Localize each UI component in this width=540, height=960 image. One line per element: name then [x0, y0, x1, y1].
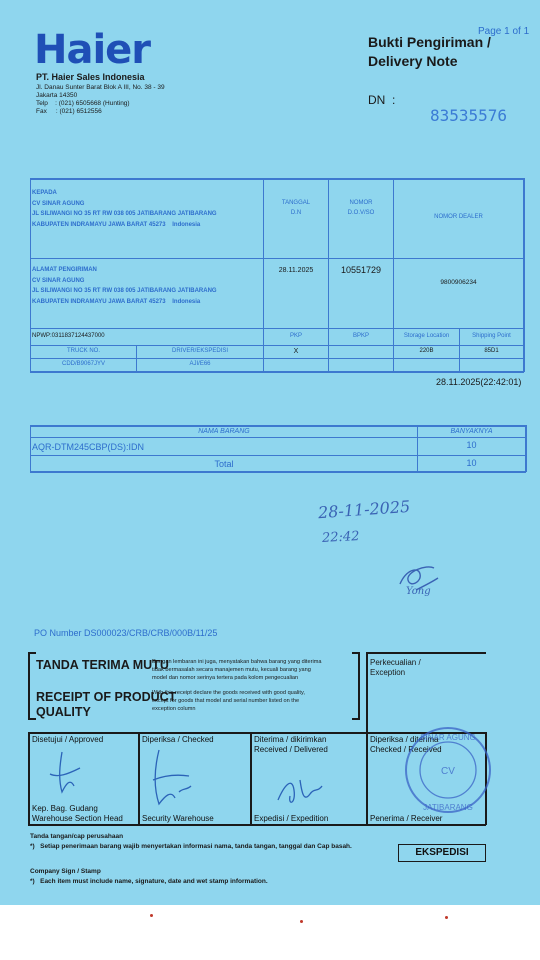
receipt-title-en-1: RECEIPT OF PRODUCT [36, 690, 177, 704]
bpkp-label: BPKP [352, 333, 369, 339]
storage-label: Storage Location [403, 333, 450, 339]
speck [445, 916, 448, 919]
sign-approved-label: Disetujui / Approved [32, 735, 104, 744]
address-line-1: Jl. Danau Sunter Barat Blok A III, No. 38 - 39 [36, 84, 165, 91]
address-line-2: Jakarta 14350 [36, 92, 78, 99]
col-nama-barang: NAMA BARANG [198, 428, 250, 435]
dn-label: DN : [368, 93, 396, 107]
item-name: AQR-DTM245CBP(DS):IDN [32, 442, 145, 452]
haier-logo: Haier [34, 27, 151, 73]
pkp-value: X [293, 348, 299, 355]
pkp-label: PKP [289, 333, 302, 339]
po-number: PO Number DS000023/CRB/CRB/000B/11/25 [34, 628, 218, 638]
delivered-signature [270, 770, 330, 810]
company-stamp [400, 722, 496, 818]
doc-title-en: Delivery Note [368, 53, 458, 69]
total-value: 10 [466, 458, 477, 468]
alamat-addr2: KABUPATEN INDRAMAYU JAWA BARAT 45273 Indonesia [32, 298, 201, 305]
alamat-label: ALAMAT PENGIRIMAN [32, 267, 97, 273]
checked-signature [145, 746, 205, 810]
kepada-label: KEPADA [32, 190, 57, 196]
kepada-name: CV SINAR AGUNG [32, 200, 85, 207]
company-name: PT. Haier Sales Indonesia [36, 72, 145, 82]
stamp-bottom-text: JATIBARANG [423, 803, 473, 812]
handwritten-name: Yong [406, 586, 431, 597]
doc-title-id: Bukti Pengiriman / [368, 34, 491, 50]
kepada-addr1: JL SILIWANGI NO 35 RT RW 038 005 JATIBARANG JATIBARANG [32, 211, 217, 217]
sign-delivered-label2: Received / Delivered [254, 745, 328, 754]
driver-value: AJI/E66 [189, 361, 211, 367]
truck-label: TRUCK NO. [67, 348, 100, 354]
dn-number: 83535576 [430, 106, 508, 125]
stamp-center-text: CV [441, 766, 455, 777]
item-qty: 10 [466, 440, 477, 450]
storage-value: 220B [419, 348, 434, 354]
dealer-value: 9800906234 [440, 279, 477, 286]
dealer-header: NOMOR DEALER [434, 214, 483, 220]
alamat-addr1: JL SILIWANGI NO 35 RT RW 038 005 JATIBARANG JATIBARANG [32, 288, 217, 294]
sign-approved-role1: Kep. Bag. Gudang [32, 804, 98, 813]
footer-line-1: Tanda tangan/cap perusahaan [30, 833, 124, 840]
receipt-text-en: With this receipt declare the goods received with good quality, except for goods that model and serial number listed on the exception column [152, 690, 305, 712]
speck [300, 920, 303, 923]
page-number: Page 1 of 1 [478, 26, 530, 37]
col-banyaknya: BANYAKNYA [450, 428, 493, 435]
sign-delivered-role: Expedisi / Expedition [254, 814, 329, 823]
telp-line: Telp : (021) 6505668 (Hunting) [36, 100, 130, 107]
alamat-name: CV SINAR AGUNG [32, 277, 85, 284]
shipping-value: 85D1 [484, 348, 499, 354]
sign-received-label2: Checked / Received [370, 745, 442, 754]
handwritten-time: 22:42 [321, 529, 360, 546]
tanggal-value: 28.11.2025 [278, 267, 314, 274]
sign-checked-role: Security Warehouse [142, 814, 214, 823]
exception-label: Perkecualian / Exception [370, 658, 421, 677]
sign-delivered-label1: Diterima / dikirimkan [254, 735, 327, 744]
receipt-text-id: Dengan lembaran ini juga, menyatakan bahwa barang yang diterima tidak bermasalah secara manajemen mutu, kecuali barang yang model dan nomor serinya tertera pada kolom pengecualian [152, 659, 322, 681]
footer-line-3: Company Sign / Stamp [30, 868, 101, 875]
print-timestamp: 28.11.2025(22:42:01) [436, 377, 522, 387]
npwp: NPWP:0311837124437000 [32, 333, 105, 339]
footer-line-4: *) Each item must include name, signature, date and wet stamp information. [30, 878, 268, 885]
nomor-header: NOMOR D.O.V/SO [347, 200, 375, 216]
sign-received-label1: Diperiksa / diterima [370, 735, 439, 744]
kepada-block [32, 188, 217, 230]
truck-value: CDD/B9067JYV [61, 361, 106, 367]
alamat-block [32, 265, 217, 307]
shipping-label: Shipping Point [472, 333, 511, 339]
speck [150, 914, 153, 917]
driver-label: DRIVER/EKSPEDISI [171, 348, 228, 354]
sign-approved-role2: Warehouse Section Head [32, 814, 123, 823]
fax-line: Fax : (021) 6512556 [36, 108, 102, 115]
tanggal-header: TANGGAL D.N [281, 200, 311, 216]
nomor-value: 10551729 [340, 265, 382, 275]
stamp-top-text: SINAR AGUNG [420, 733, 476, 742]
total-label: Total [214, 459, 234, 469]
receipt-title-id: TANDA TERIMA MUTU [36, 658, 169, 672]
sign-checked-label: Diperiksa / Checked [142, 735, 214, 744]
sign-received-role: Penerima / Receiver [370, 814, 443, 823]
footer-line-2: *) Setiap penerimaan barang wajib menyertakan informasi nama, tanda tangan, tanggal dan Cap basah. [30, 843, 352, 850]
kepada-addr2: KABUPATEN INDRAMAYU JAWA BARAT 45273 Indonesia [32, 221, 201, 228]
handwritten-date: 28-11-2025 [317, 496, 411, 523]
ekspedisi-copy-label: EKSPEDISI [398, 844, 486, 862]
company-address [36, 84, 165, 116]
receipt-title-en-2: QUALITY [36, 705, 91, 719]
approved-signature [40, 748, 90, 800]
